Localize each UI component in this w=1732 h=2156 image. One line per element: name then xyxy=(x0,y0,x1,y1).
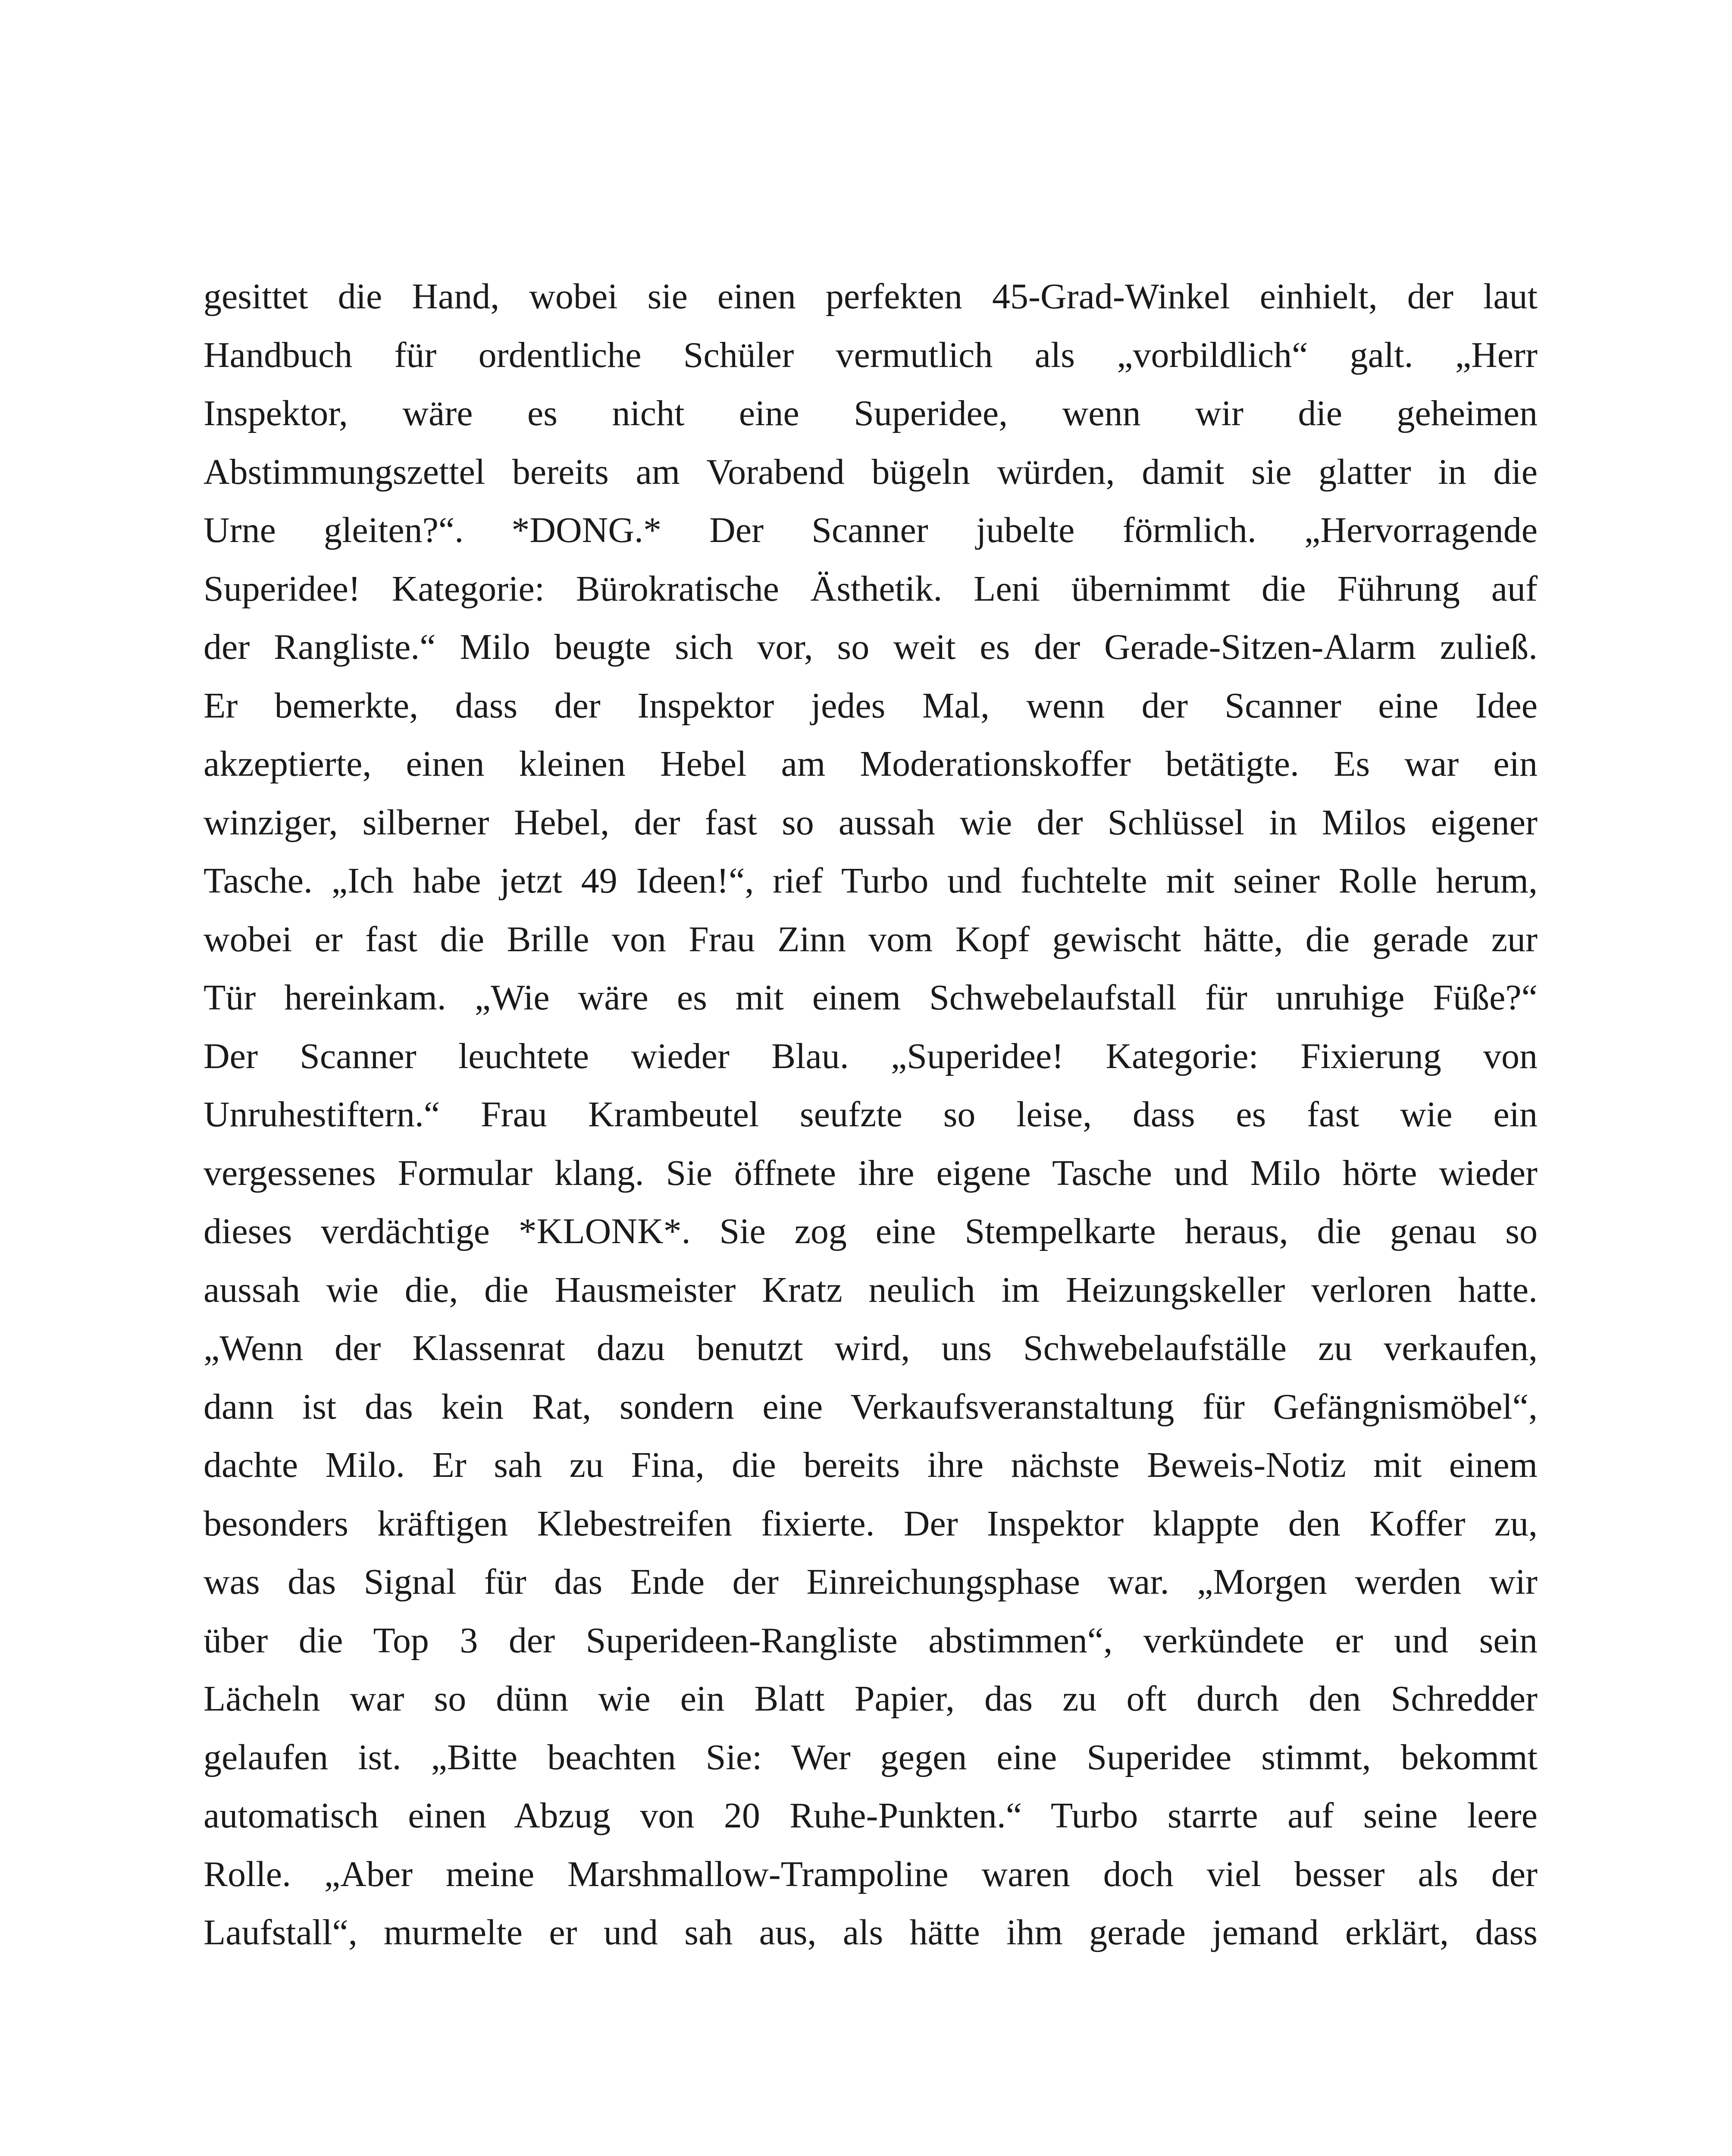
text-line: Laufstall“, murmelte er und sah aus, als hätte ihm gerade jemand erklärt, dass xyxy=(204,1912,1538,1952)
text-line: automatisch einen Abzug von 20 Ruhe-Punkten.“ Turbo starrte auf seine leere xyxy=(204,1796,1538,1836)
text-line: Tür hereinkam. „Wie wäre es mit einem Schwebelaufstall für unruhige Füße?“ xyxy=(204,978,1538,1018)
text-line: über die Top 3 der Superideen-Rangliste abstimmen“, verkündete er und sein xyxy=(204,1620,1538,1661)
text-line: Rolle. „Aber meine Marshmallow-Trampoline waren doch viel besser als der xyxy=(204,1854,1538,1894)
text-line: dachte Milo. Er sah zu Fina, die bereits ihre nächste Beweis-Notiz mit einem xyxy=(204,1445,1538,1485)
text-line: Handbuch für ordentliche Schüler vermutlich als „vorbildlich“ galt. „Herr xyxy=(204,335,1538,375)
text-line: Unruhestiftern.“ Frau Krambeutel seufzte so leise, dass es fast wie ein xyxy=(204,1094,1538,1134)
text-line: vergessenes Formular klang. Sie öffnete ihre eigene Tasche und Milo hörte wieder xyxy=(204,1153,1538,1193)
text-line: Lächeln war so dünn wie ein Blatt Papier, das zu oft durch den Schredder xyxy=(204,1679,1538,1719)
text-line: akzeptierte, einen kleinen Hebel am Moderationskoffer betätigte. Es war ein xyxy=(204,744,1538,784)
text-line: Er bemerkte, dass der Inspektor jedes Mal, wenn der Scanner eine Idee xyxy=(204,685,1538,726)
text-line: aussah wie die, die Hausmeister Kratz neulich im Heizungskeller verloren hatte. xyxy=(204,1269,1538,1310)
text-line: gelaufen ist. „Bitte beachten Sie: Wer gegen eine Superidee stimmt, bekommt xyxy=(204,1737,1538,1777)
text-line: dieses verdächtige *KLONK*. Sie zog eine Stempelkarte heraus, die genau so xyxy=(204,1211,1538,1251)
text-line: gesittet die Hand, wobei sie einen perfekten 45-Grad-Winkel einhielt, der laut xyxy=(204,276,1538,317)
text-line: winziger, silberner Hebel, der fast so aussah wie der Schlüssel in Milos eigener xyxy=(204,802,1538,843)
text-line: wobei er fast die Brille von Frau Zinn vom Kopf gewischt hätte, die gerade zur xyxy=(204,919,1538,959)
text-line: dann ist das kein Rat, sondern eine Verkaufsveranstaltung für Gefängnismöbel“, xyxy=(204,1386,1538,1427)
text-line: Der Scanner leuchtete wieder Blau. „Superidee! Kategorie: Fixierung von xyxy=(204,1036,1538,1076)
text-line: Abstimmungszettel bereits am Vorabend bügeln würden, damit sie glatter in die xyxy=(204,451,1538,492)
text-line: der Rangliste.“ Milo beugte sich vor, so weit es der Gerade-Sitzen-Alarm zuließ. xyxy=(204,627,1538,667)
text-line: Urne gleiten?“. *DONG.* Der Scanner jubelte förmlich. „Hervorragende xyxy=(204,510,1538,550)
body-text xyxy=(204,267,1538,1962)
text-line: „Wenn der Klassenrat dazu benutzt wird, uns Schwebelaufställe zu verkaufen, xyxy=(204,1328,1538,1368)
text-line: besonders kräftigen Klebestreifen fixierte. Der Inspektor klappte den Koffer zu, xyxy=(204,1503,1538,1544)
text-line: was das Signal für das Ende der Einreichungsphase war. „Morgen werden wir xyxy=(204,1562,1538,1602)
text-line: Tasche. „Ich habe jetzt 49 Ideen!“, rief Turbo und fuchtelte mit seiner Rolle herum, xyxy=(204,861,1538,901)
text-line: Superidee! Kategorie: Bürokratische Ästhetik. Leni übernimmt die Führung auf xyxy=(204,568,1538,609)
text-line: Inspektor, wäre es nicht eine Superidee, wenn wir die geheimen xyxy=(204,393,1538,433)
